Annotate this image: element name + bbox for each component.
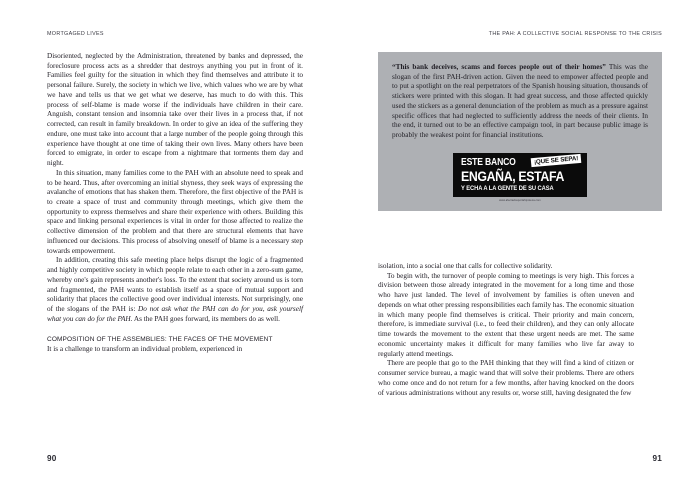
sticker-caption: www.afectadosporlahipoteca.com [499,198,541,202]
paragraph: In this situation, many families come to the PAH with an absolute need to speak and to be heard. Thus, after overcoming an initial shyness, they seek ways of expressing the avalanche of emotions that has shaken them. Therefore, the first objective of the PAH is to create a space of trust and community through meetings, which give them the opportunity to express themselves and share their experience with others. Building this space and linking personal experiences is vital in order for those affected to realize the collective dimension of the problem and that there are structural elements that have influenced our decisions. This process of absolving oneself of blame is a necessary step towards empowerment. [47,168,303,255]
right-page [350,0,700,499]
paragraph: There are people that go to the PAH thinking that they will find a kind of citizen or consumer service bureau, a magic wand that will solve their problems. There are others who come once and do not return for a few months, after having knocked on the doors of various administrations without any results or, worse still, having designated the few [378,359,634,397]
callout-text [392,63,648,141]
pah-slogan-italic: Do not ask what the PAH can do for you, ask yourself what you can do for the PAH. [47,305,303,323]
callout-body: This was the slogan of the first PAH-driven action. Given the need to empower affected people and to put a spotlight on the real perpetrators of the Spanish housing situation, thousands of stickers were printed with this slogan. It had great success, and those affected quickly used the stickers as a general denunciation of the problem as much as a pressure against specific offices that had neglected to sufficiently address the needs of their clients. In the end, it turned out to be an effective campaign tool, in part because public image is probably the weakest point for financial institutions. [392,63,649,140]
running-head-left: MORTGAGED LIVES [47,31,104,37]
pah-sticker-image [453,153,587,197]
sticker-figure [392,153,648,202]
paragraph-lead-text: In addition, creating this safe meeting place helps disrupt the logic of a fragmented and highly competitive society in which people relate to each other in a zero-sum game, whereby one's gain represents another's loss. To the extent that society around us is torn and fragmented, the PAH wants to establish itself as a space of mutual support and solidarity that places the collective good over individual interests. Not surprisingly, one of the slogans of the PAH is: [47,256,303,314]
sticker-line-2: ENGAÑA, ESTAFA [461,167,565,184]
section-heading: COMPOSITION OF THE ASSEMBLIES: THE FACES OF THE MOVEMENT [47,336,273,344]
left-page-text-column [47,52,303,355]
right-page-text-column [378,262,634,398]
paragraph-with-slogan [47,256,303,324]
callout-box [378,52,662,211]
page-number-right: 91 [652,454,662,463]
paragraph: To begin with, the turnover of people coming to meetings is very high. This forces a division between those already integrated in the movement for a long time and those who have just landed. The level of involvement by families is often uneven and depends on what other pressing responsibilities each family has. The economic situation in which many people find themselves is critical. Their priority and main concern, therefore, is immediate survival (i.e., to feed their children), and they can only allocate time towards the movement to the extent that these urgent needs are met. The same economic uncertainty makes it difficult for many families who live far away to regularly attend meetings. [378,271,634,358]
sticker-line-3: Y ECHA A LA GENTE DE SU CASA [461,184,554,192]
section-opening-line: It is a challenge to transform an individual problem, experienced in [47,345,243,354]
paragraph: Disoriented, neglected by the Administration, threatened by banks and depressed, the foreclosure process acts as a shredder that destroys anything you put in front of it. Families feel guilty for the situation in which they find themselves and attribute it to personal failure. Surely, the society in which we live, which values who we are by what we have and tells us that we get what we deserve, has much to do with this. This process of self-blame is made worse if the individuals have children in their care. Anguish, constant tension and insomnia take over their lives in a process that, if not corrected, can result in family breakdown. In order to give an idea of the suffering they endure, one must take into account that a large number of the people going through this experience have thought at one time of taking their own lives. Many others have been forced to emigrate, in order to escape from a nightmare that torments them day and night. [47,52,303,168]
running-head-right: THE PAH: A COLLECTIVE SOCIAL RESPONSE TO THE CRISIS [488,31,662,37]
paragraph: isolation, into a social one that calls for collective solidarity. [378,262,553,270]
page-number-left: 90 [47,454,57,463]
paragraph-trail-text: As the PAH goes forward, its members do as well. [132,314,280,323]
sticker-tag-label: ¡QUE SE SEPA! [530,154,581,167]
callout-bold-slogan: “This bank deceives, scams and forces people out of their homes” [392,63,606,71]
sticker-line-1: ESTE BANCO [461,156,516,168]
